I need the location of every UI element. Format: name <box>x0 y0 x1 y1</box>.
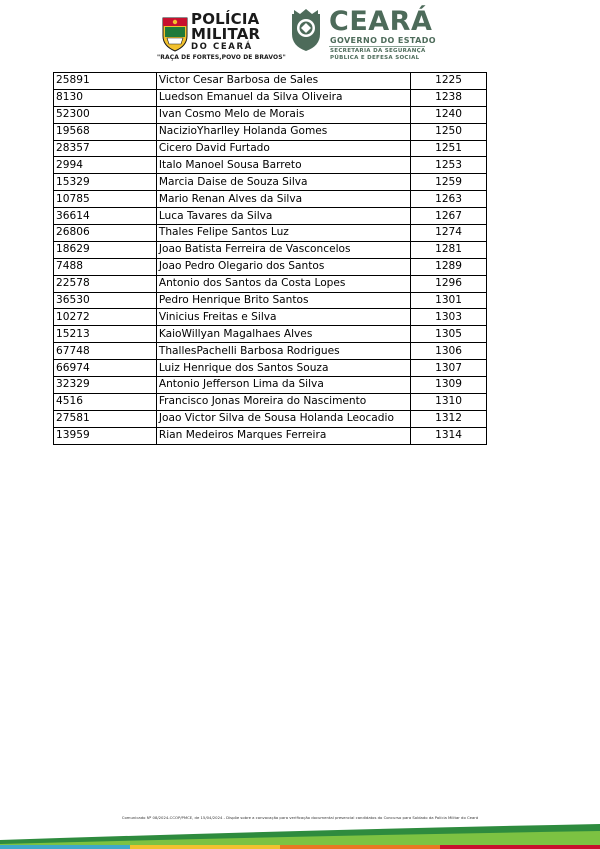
pmce-logo <box>157 10 286 64</box>
candidate-name-cell: Marcia Daise de Souza Silva <box>156 174 410 191</box>
footer-color-band <box>0 822 600 849</box>
candidate-id-cell: 26806 <box>54 225 157 242</box>
candidate-name-cell: Joao Batista Ferreira de Vasconcelos <box>156 241 410 258</box>
candidate-name-cell: Vinicius Freitas e Silva <box>156 309 410 326</box>
table-row <box>54 393 487 410</box>
candidate-name-cell: NacizioYharlley Holanda Gomes <box>156 123 410 140</box>
table-row <box>54 343 487 360</box>
table-row <box>54 309 487 326</box>
table-row <box>54 377 487 394</box>
table-row <box>54 258 487 275</box>
classification-cell: 1312 <box>411 410 487 427</box>
candidate-id-cell: 15329 <box>54 174 157 191</box>
classification-cell: 1289 <box>411 258 487 275</box>
table-row <box>54 241 487 258</box>
candidate-name-cell: Thales Felipe Santos Luz <box>156 225 410 242</box>
table-row <box>54 191 487 208</box>
classification-cell: 1250 <box>411 123 487 140</box>
candidate-name-cell: Luca Tavares da Silva <box>156 208 410 225</box>
classification-cell: 1301 <box>411 292 487 309</box>
classification-cell: 1310 <box>411 393 487 410</box>
ceara-government-logo <box>288 8 448 64</box>
footer-note: Comunicado Nº 08/2024-CCOP/PMCE, de 15/04/2024 - Dispõe sobre a convocação para verificação documental presencial candidatos do Concurso para Soldado da Polícia Militar do Ceará <box>121 815 479 820</box>
candidate-table <box>53 72 487 445</box>
candidate-id-cell: 36530 <box>54 292 157 309</box>
table-row <box>54 427 487 444</box>
classification-cell: 1238 <box>411 89 487 106</box>
candidate-id-cell: 36614 <box>54 208 157 225</box>
candidate-name-cell: Italo Manoel Sousa Barreto <box>156 157 410 174</box>
table-row <box>54 326 487 343</box>
table-row <box>54 123 487 140</box>
candidate-name-cell: Victor Cesar Barbosa de Sales <box>156 73 410 90</box>
pmce-title-line1: POLÍCIA <box>191 10 260 28</box>
classification-cell: 1263 <box>411 191 487 208</box>
candidate-name-cell: Rian Medeiros Marques Ferreira <box>156 427 410 444</box>
table-row <box>54 106 487 123</box>
candidate-id-cell: 7488 <box>54 258 157 275</box>
pmce-shield-icon <box>161 14 189 52</box>
classification-cell: 1296 <box>411 275 487 292</box>
classification-cell: 1259 <box>411 174 487 191</box>
candidate-id-cell: 4516 <box>54 393 157 410</box>
band-red <box>440 845 600 849</box>
band-orange <box>280 845 440 849</box>
classification-cell: 1303 <box>411 309 487 326</box>
candidate-table-body <box>54 73 487 445</box>
classification-cell: 1251 <box>411 140 487 157</box>
table-row <box>54 225 487 242</box>
classification-cell: 1307 <box>411 360 487 377</box>
candidate-name-cell: Mario Renan Alves da Silva <box>156 191 410 208</box>
table-row <box>54 410 487 427</box>
band-blue <box>0 845 130 849</box>
classification-cell: 1281 <box>411 241 487 258</box>
candidate-name-cell: Joao Victor Silva de Sousa Holanda Leocadio <box>156 410 410 427</box>
candidate-id-cell: 22578 <box>54 275 157 292</box>
classification-cell: 1306 <box>411 343 487 360</box>
ceara-subtitle: GOVERNO DO ESTADO <box>330 36 436 45</box>
candidate-name-cell: Luiz Henrique dos Santos Souza <box>156 360 410 377</box>
pmce-title-line3: DO CEARÁ <box>191 42 253 52</box>
classification-cell: 1305 <box>411 326 487 343</box>
candidate-name-cell: Antonio dos Santos da Costa Lopes <box>156 275 410 292</box>
table-row <box>54 157 487 174</box>
band-yellow <box>130 845 280 849</box>
table-row <box>54 360 487 377</box>
candidate-name-cell: Cicero David Furtado <box>156 140 410 157</box>
candidate-id-cell: 10272 <box>54 309 157 326</box>
candidate-id-cell: 10785 <box>54 191 157 208</box>
pmce-motto: "RAÇA DE FORTES,POVO DE BRAVOS" <box>157 54 286 61</box>
candidate-id-cell: 8130 <box>54 89 157 106</box>
ceara-divider <box>329 46 425 47</box>
candidate-name-cell: Pedro Henrique Brito Santos <box>156 292 410 309</box>
ceara-coat-of-arms-icon <box>288 8 324 52</box>
table-row <box>54 89 487 106</box>
candidate-id-cell: 19568 <box>54 123 157 140</box>
candidate-id-cell: 28357 <box>54 140 157 157</box>
candidate-id-cell: 27581 <box>54 410 157 427</box>
candidate-id-cell: 25891 <box>54 73 157 90</box>
candidate-id-cell: 2994 <box>54 157 157 174</box>
classification-cell: 1309 <box>411 377 487 394</box>
classification-cell: 1240 <box>411 106 487 123</box>
table-row <box>54 73 487 90</box>
candidate-name-cell: Ivan Cosmo Melo de Morais <box>156 106 410 123</box>
candidate-name-cell: ThallesPachelli Barbosa Rodrigues <box>156 343 410 360</box>
classification-cell: 1267 <box>411 208 487 225</box>
classification-cell: 1225 <box>411 73 487 90</box>
candidate-id-cell: 18629 <box>54 241 157 258</box>
candidate-name-cell: Luedson Emanuel da Silva Oliveira <box>156 89 410 106</box>
classification-cell: 1253 <box>411 157 487 174</box>
classification-cell: 1314 <box>411 427 487 444</box>
ceara-title: CEARÁ <box>329 6 433 37</box>
candidate-id-cell: 66974 <box>54 360 157 377</box>
table-row <box>54 275 487 292</box>
candidate-name-cell: Joao Pedro Olegario dos Santos <box>156 258 410 275</box>
candidate-id-cell: 32329 <box>54 377 157 394</box>
candidate-name-cell: Francisco Jonas Moreira do Nascimento <box>156 393 410 410</box>
candidate-name-cell: Antonio Jefferson Lima da Silva <box>156 377 410 394</box>
secretaria-line2: PÚBLICA E DEFESA SOCIAL <box>330 55 420 61</box>
candidate-id-cell: 13959 <box>54 427 157 444</box>
table-row <box>54 140 487 157</box>
table-row <box>54 174 487 191</box>
table-row <box>54 292 487 309</box>
candidate-id-cell: 52300 <box>54 106 157 123</box>
secretaria-line1: SECRETARIA DA SEGURANÇA <box>330 48 426 54</box>
candidate-id-cell: 15213 <box>54 326 157 343</box>
classification-cell: 1274 <box>411 225 487 242</box>
candidate-name-cell: KaioWillyan Magalhaes Alves <box>156 326 410 343</box>
table-row <box>54 208 487 225</box>
pmce-title-line2: MILITAR <box>191 25 261 43</box>
candidate-id-cell: 67748 <box>54 343 157 360</box>
